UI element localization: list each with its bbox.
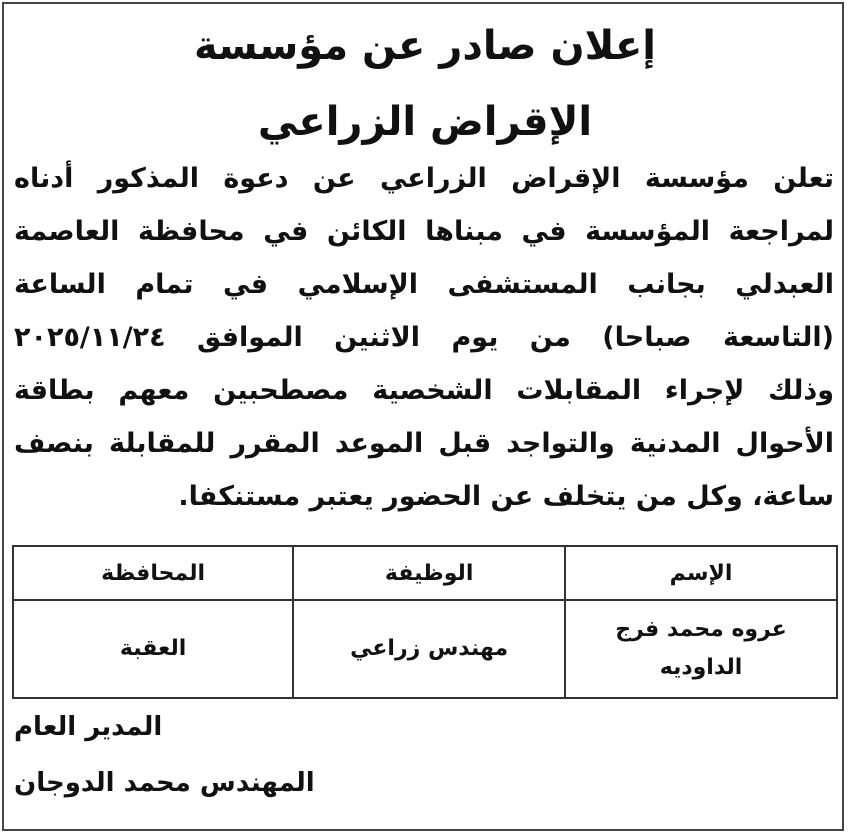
header-job: الوظيفة	[293, 546, 565, 600]
signature-title: المدير العام	[14, 712, 163, 742]
body-line: (التاسعة صباحا) من يوم الاثنين الموافق ٢٠٢٥/١١/٢٤	[14, 322, 834, 353]
header-governorate: المحافظة	[13, 546, 293, 600]
body-line: ساعة، وكل من يتخلف عن الحضور يعتبر مستنكفا.	[178, 481, 834, 512]
table-header-row	[13, 546, 837, 600]
body-line: الأحوال المدنية والتواجد قبل الموعد المقرر للمقابلة بنصف	[14, 428, 834, 459]
header-name: الإسم	[565, 546, 837, 600]
candidates-table	[12, 545, 838, 699]
body-line: العبدلي بجانب المستشفى الإسلامي في تمام الساعة	[14, 269, 834, 300]
cell-job: مهندس زراعي	[293, 600, 565, 698]
cell-governorate: العقبة	[13, 600, 293, 698]
signature-name: المهندس محمد الدوجان	[14, 768, 315, 798]
announcement-title-line2: الإقراض الزراعي	[257, 99, 593, 145]
body-line: لمراجعة المؤسسة في مبناها الكائن في محافظة العاصمة	[14, 216, 834, 247]
announcement-title-line1: إعلان صادر عن مؤسسة	[193, 23, 656, 69]
cell-name	[565, 600, 837, 698]
table-row	[13, 600, 837, 698]
body-line: وذلك لإجراء المقابلات الشخصية مصطحبين معهم بطاقة	[14, 375, 834, 406]
name-line1: عروه محمد فرج	[615, 617, 787, 642]
name-line2: الداوديه	[659, 655, 743, 680]
body-line: تعلن مؤسسة الإقراض الزراعي عن دعوة المذكور أدناه	[14, 163, 834, 194]
announcement-body	[14, 152, 834, 523]
